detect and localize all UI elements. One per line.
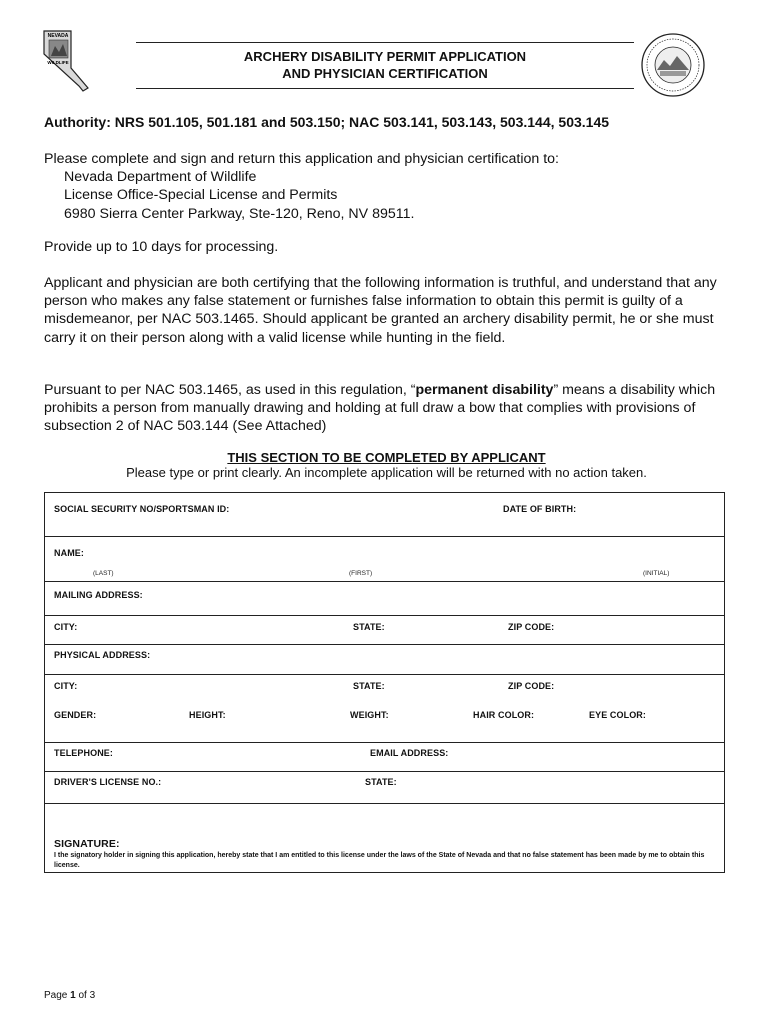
gender-label: GENDER: — [54, 710, 97, 720]
physical-state-label: STATE: — [353, 681, 385, 691]
row-divider — [45, 803, 724, 804]
page-of: of — [75, 990, 90, 1001]
ssn-label: SOCIAL SECURITY NO/SPORTSMAN ID: — [54, 504, 230, 514]
eye-color-label: EYE COLOR: — [589, 710, 647, 720]
authority-line: Authority: NRS 501.105, 501.181 and 503.150; NAC 503.141, 503.143, 503.144, 503.145 — [44, 114, 610, 130]
applicant-form — [44, 492, 725, 873]
address-line-3: 6980 Sierra Center Parkway, Ste-120, Reno, NV 89511. — [64, 205, 415, 222]
logo-text-bottom: WILDLIFE — [47, 60, 69, 65]
mailing-address-label: MAILING ADDRESS: — [54, 590, 143, 600]
state-seal-icon — [640, 32, 706, 98]
height-label: HEIGHT: — [189, 710, 226, 720]
row-divider — [45, 644, 724, 645]
dob-label: DATE OF BIRTH: — [503, 504, 577, 514]
return-intro: Please complete and sign and return this application and physician certification to: — [44, 151, 559, 167]
physical-address-label: PHYSICAL ADDRESS: — [54, 650, 151, 660]
row-divider — [45, 581, 724, 582]
drivers-license-label: DRIVER'S LICENSE NO.: — [54, 777, 162, 787]
physical-city-label: CITY: — [54, 681, 78, 691]
row-divider — [45, 674, 724, 675]
definition-text-before: Pursuant to per NAC 503.1465, as used in this regulation, “ — [44, 382, 416, 398]
name-last-label: (LAST) — [93, 570, 114, 577]
name-first-label: (FIRST) — [349, 570, 373, 577]
address-line-2: License Office-Special License and Permits — [64, 187, 338, 204]
weight-label: WEIGHT: — [350, 710, 389, 720]
title-rule-top — [136, 42, 634, 43]
nevada-wildlife-logo-icon — [43, 30, 89, 92]
title-line-1: ARCHERY DISABILITY PERMIT APPLICATION — [243, 49, 527, 64]
mailing-city-label: CITY: — [54, 622, 78, 632]
row-divider — [45, 615, 724, 616]
section-heading: THIS SECTION TO BE COMPLETED BY APPLICANT — [227, 450, 546, 465]
return-instructions — [44, 150, 734, 223]
row-divider — [45, 742, 724, 743]
logo-text-top: NEVADA — [47, 33, 69, 39]
row-divider — [45, 771, 724, 772]
name-label: NAME: — [54, 548, 84, 558]
page-current: 1 — [70, 990, 76, 1001]
row-divider — [45, 536, 724, 537]
page-prefix: Page — [44, 990, 71, 1001]
definition-paragraph — [44, 381, 734, 436]
mailing-zip-label: ZIP CODE: — [508, 622, 555, 632]
page-number — [44, 990, 95, 1001]
page-title — [136, 48, 634, 82]
processing-note: Provide up to 10 days for processing. — [44, 239, 279, 255]
address-line-1: Nevada Department of Wildlife — [64, 169, 257, 186]
physical-zip-label: ZIP CODE: — [508, 681, 555, 691]
page-total: 3 — [89, 990, 96, 1001]
signature-statement: I the signatory holder in signing this application, hereby state that I am entitled to this license under the laws of the State of Nevada and that no false statement has been made by me to obtain this license. — [54, 852, 705, 869]
signature-label: SIGNATURE: — [54, 838, 120, 850]
definition-term: permanent disability — [415, 382, 554, 398]
license-state-label: STATE: — [365, 777, 397, 787]
mailing-state-label: STATE: — [353, 622, 385, 632]
telephone-label: TELEPHONE: — [54, 748, 114, 758]
hair-color-label: HAIR COLOR: — [473, 710, 535, 720]
definition-text-after: ” means a disability which prohibits a person from manually drawing and holding at full draw a bow that complies with provisions of subsection 2 of NAC 503.144 (See Attached) — [44, 382, 716, 435]
section-subheading: Please type or print clearly. An incomplete application will be returned with no action taken. — [126, 465, 647, 480]
title-rule-bottom — [136, 88, 634, 89]
certification-paragraph: Applicant and physician are both certifying that the following information is truthful, and understand that any person who makes any false statement or furnishes false information to obtain this permit is guilty of a misdemeanor, per NAC 503.1465. Should applicant be granted an archery disability permit, he or she must carry it on their person along with a valid license while hunting in the field. — [44, 275, 717, 346]
title-line-2: AND PHYSICIAN CERTIFICATION — [282, 66, 488, 81]
name-initial-label: (INITIAL) — [643, 570, 670, 577]
email-label: EMAIL ADDRESS: — [370, 748, 449, 758]
